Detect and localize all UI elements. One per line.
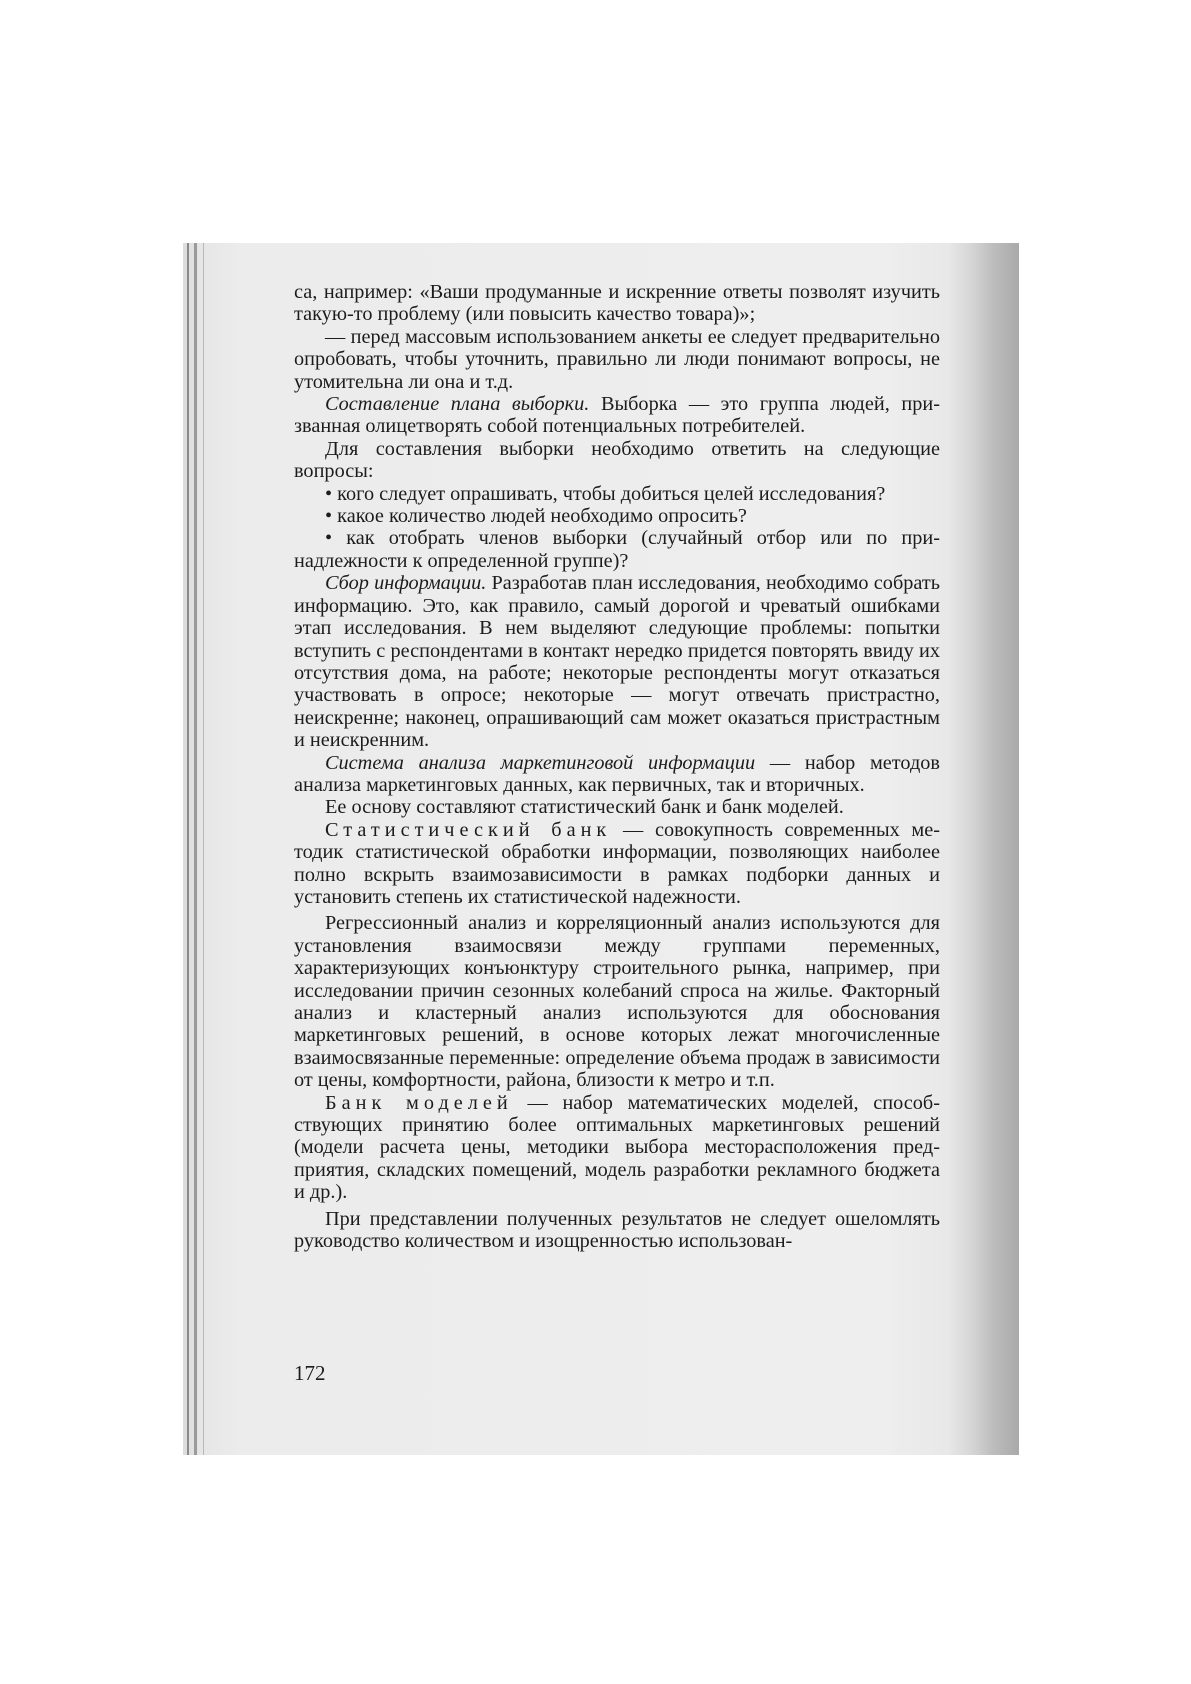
paragraph-text: • кого следует опрашивать, чтобы добиться целей исследования? (325, 482, 886, 505)
paragraph (294, 796, 940, 818)
paragraph-text: • как отобрать членов выборки (случайный отбор или по принадлежности к определенной группе)? (294, 527, 940, 572)
page-number: 172 (294, 1361, 326, 1385)
paragraph-text: — совокупность современных методик статистической обработки информации, позволяющих наиболее полно вскрыть взаимозависимости в рамках подборки данных и установить степень их статистической надежности. (294, 818, 940, 908)
section-lead: Система анализа маркетинговой информации (325, 751, 756, 774)
paragraph-text: Регрессионный анализ и корреляционный анализ используются для установления взаимосвязи между группами переменных, характеризующих конъюнктуру строительного рынка, например, при исследовании причин сезонных колебаний спроса на жилье. Факторный анализ и кластерный анализ используются для обоснования маркетинговых решений, в основе которых лежат многочисленные взаимосвязанные переменные: определение объема продаж в зависимости от цены, комфортности, района, близости к метро и т.п. (294, 912, 940, 1092)
paragraph (294, 819, 940, 909)
paragraph (294, 393, 940, 438)
section-lead: Составление плана выборки. (325, 393, 590, 416)
bullet-item (294, 483, 940, 505)
spaced-term: Статистический банк (325, 818, 612, 841)
paragraph-text: — набор методов анализа маркетинговых данных, как первичных, так и вторичных. (294, 751, 940, 796)
scanned-page (183, 243, 1019, 1455)
paragraph-text: Разработав план исследования, необходимо собрать информацию. Это, как правило, самый дорогой и чреватый ошибками этап исследования. В нем выделяют следующие проблемы: попытки вступить с респондентами в контакт нередко придется повторять ввиду их отсутствия дома, на работе; некоторые респонденты могут отказаться участвовать в опросе; некоторые — могут отвечать пристрастно, неискренне; наконец, опрашивающий сам может оказаться пристрастным и неискренним. (294, 572, 940, 752)
paragraph (294, 572, 940, 751)
bullet-item (294, 505, 940, 527)
bullet-item (294, 527, 940, 572)
paragraph-text: са, например: «Ваши продуманные и искренние ответы позволят изучить такую-то проблему (или повысить качество товара)»; (294, 281, 940, 326)
paragraph-text: Ее основу составляют статистический банк и банк моделей. (325, 796, 844, 819)
paragraph-text: — набор математических моделей, способствующих принятию более оптимальных маркетинговых решений (модели расчета цены, методики выбора месторасположения предприятия, складских помещений, модель разработки рекламного бюджета и др.). (294, 1091, 940, 1204)
paragraph-text: • какое количество людей необходимо опросить? (325, 505, 747, 528)
paragraph-text: При представлении полученных результатов не следует ошеломлять руководство количеством и изощренностью использован- (294, 1207, 940, 1253)
paragraph-text: — перед массовым использованием анкеты ее следует предварительно опробовать, чтобы уточнить, правильно ли люди понимают вопросы, не утомительна ли она и т.д. (294, 325, 940, 393)
paragraph (294, 281, 940, 326)
paragraph (294, 752, 940, 797)
spaced-term: Банк моделей (325, 1091, 513, 1114)
paragraph (294, 438, 940, 483)
paragraph-text: Для составления выборки необходимо ответить на следующие вопросы: (294, 437, 940, 483)
paragraph-text: Выборка — это группа людей, призванная олицетворять собой потенциальных потребителей. (294, 393, 940, 438)
paragraph (294, 326, 940, 393)
body-text (294, 281, 940, 1252)
paragraph (294, 1092, 940, 1204)
binding-shadow-line (187, 243, 189, 1455)
section-lead: Сбор информации. (325, 572, 487, 595)
paragraph (294, 1208, 940, 1253)
paragraph (294, 912, 940, 1091)
binding-shadow-line (194, 243, 197, 1455)
binding-shadow-line (203, 243, 204, 1455)
